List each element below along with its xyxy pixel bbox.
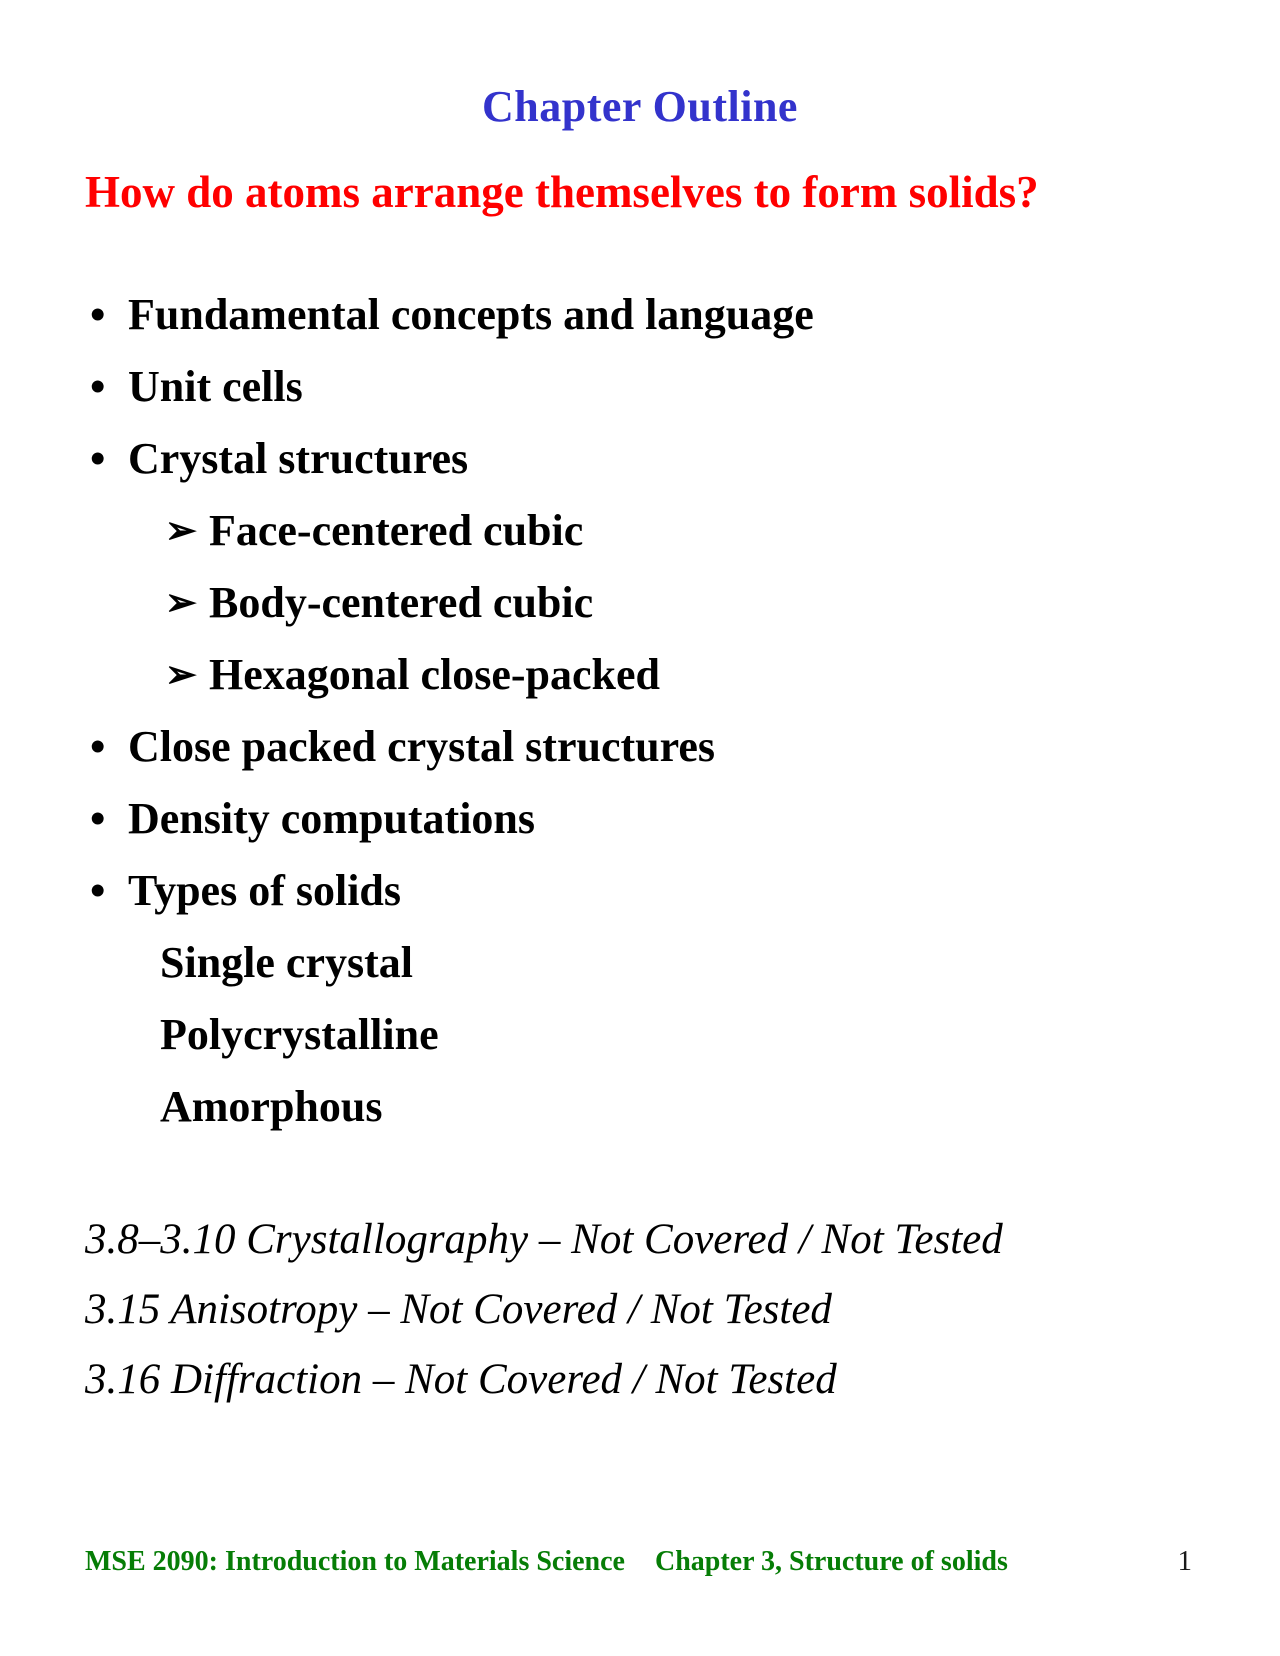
outline-subitem: [0, 495, 1280, 567]
outline-item-label: Body-centered cubic: [209, 577, 594, 627]
outline-subitem: [0, 999, 1280, 1071]
bullet-icon: •: [90, 433, 106, 483]
footer-course: MSE 2090: Introduction to Materials Science: [85, 1546, 625, 1577]
outline-item-label: Crystal structures: [128, 433, 469, 483]
outline-subitem: [0, 1071, 1280, 1143]
arrow-bullet-icon: ➢: [165, 581, 197, 624]
outline-item: [0, 711, 1280, 783]
outline-item-label: Amorphous: [160, 1081, 383, 1131]
outline-subitem: [0, 927, 1280, 999]
outline-subitem: [0, 639, 1280, 711]
note-line: 3.15 Anisotropy – Not Covered / Not Tested: [85, 1286, 832, 1334]
page-title: Chapter Outline: [482, 82, 798, 131]
note-line: 3.16 Diffraction – Not Covered / Not Tested: [85, 1356, 837, 1404]
bullet-icon: •: [90, 793, 106, 843]
outline-item-label: Close packed crystal structures: [128, 721, 715, 771]
note-line: 3.8–3.10 Crystallography – Not Covered / Not Tested: [85, 1216, 1003, 1264]
bullet-icon: •: [90, 289, 106, 339]
outline-item-label: Unit cells: [128, 361, 303, 411]
outline-item-label: Hexagonal close-packed: [209, 649, 660, 699]
outline-list: [0, 279, 1280, 1143]
bullet-icon: •: [90, 865, 106, 915]
arrow-bullet-icon: ➢: [165, 653, 197, 696]
outline-item: [0, 783, 1280, 855]
outline-item-label: Types of solids: [128, 865, 402, 915]
footer-chapter: Chapter 3, Structure of solids: [654, 1546, 1008, 1577]
notes-section: [85, 1205, 1280, 1415]
outline-item-label: Single crystal: [160, 937, 413, 987]
slide-footer: [0, 1545, 1280, 1578]
footer-page-number: 1: [1177, 1545, 1192, 1577]
outline-item-label: Face-centered cubic: [209, 505, 584, 555]
outline-item-label: Polycrystalline: [160, 1009, 439, 1059]
bullet-icon: •: [90, 361, 106, 411]
outline-item-label: Fundamental concepts and language: [128, 289, 814, 339]
outline-item-label: Density computations: [128, 793, 536, 843]
outline-item: [0, 279, 1280, 351]
question-heading: How do atoms arrange themselves to form solids?: [85, 167, 1039, 217]
outline-item: [0, 351, 1280, 423]
bullet-icon: •: [90, 721, 106, 771]
arrow-bullet-icon: ➢: [165, 509, 197, 552]
outline-subitem: [0, 567, 1280, 639]
outline-item: [0, 855, 1280, 927]
outline-item: [0, 423, 1280, 495]
